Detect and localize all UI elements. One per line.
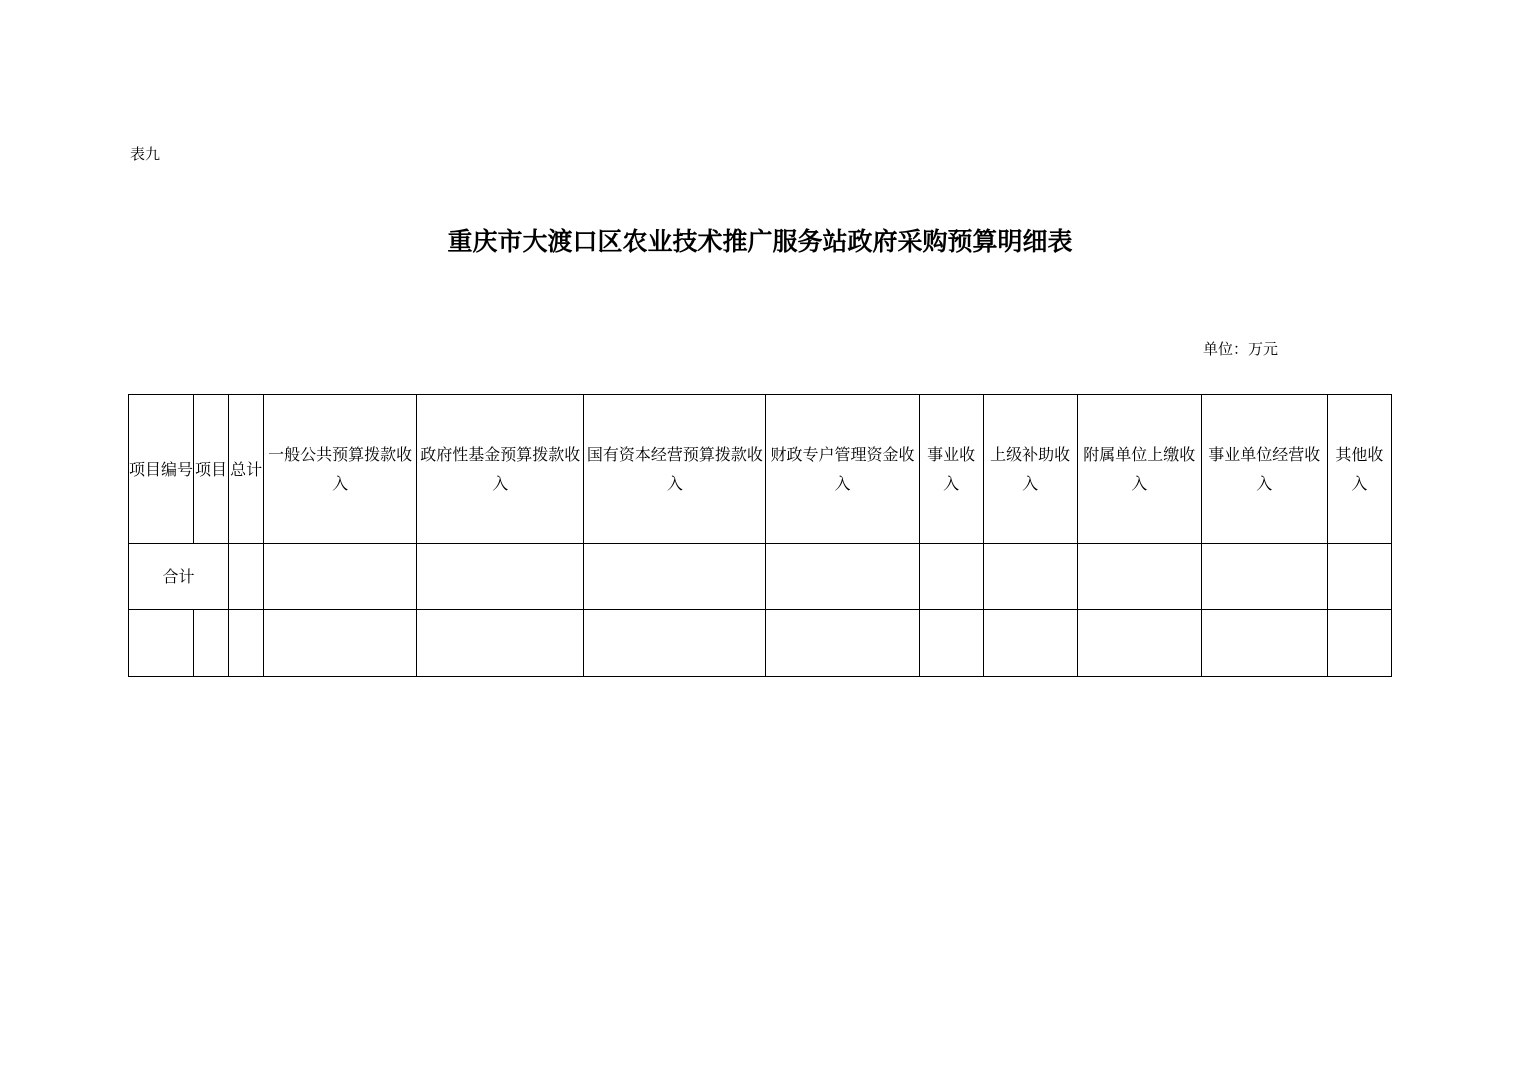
table-cell — [919, 610, 983, 677]
total-cell — [264, 544, 417, 610]
table-cell — [983, 610, 1077, 677]
header-row — [129, 395, 1392, 544]
header-fiscal-special-account: 财政专户管理资金收入 — [766, 395, 919, 544]
table-cell — [417, 610, 584, 677]
header-project: 项目 — [194, 395, 229, 544]
header-other-income: 其他收入 — [1327, 395, 1391, 544]
header-superior-subsidy: 上级补助收入 — [983, 395, 1077, 544]
total-row — [129, 544, 1392, 610]
header-general-budget: 一般公共预算拨款收入 — [264, 395, 417, 544]
total-cell — [584, 544, 766, 610]
total-cell — [1327, 544, 1391, 610]
header-operating-income: 事业单位经营收入 — [1201, 395, 1327, 544]
header-affiliated-remittance: 附属单位上缴收入 — [1077, 395, 1201, 544]
document-title: 重庆市大渡口区农业技术推广服务站政府采购预算明细表 — [447, 227, 1073, 256]
header-project-code: 项目编号 — [129, 395, 194, 544]
table-cell — [1077, 610, 1201, 677]
header-state-capital-budget: 国有资本经营预算拨款收入 — [584, 395, 766, 544]
total-cell — [229, 544, 264, 610]
procurement-budget-table — [128, 394, 1392, 677]
header-gov-fund-budget: 政府性基金预算拨款收入 — [417, 395, 584, 544]
header-grand-total: 总计 — [229, 395, 264, 544]
table-cell — [229, 610, 264, 677]
total-cell — [983, 544, 1077, 610]
total-cell — [766, 544, 919, 610]
table-cell — [584, 610, 766, 677]
total-label: 合计 — [129, 544, 229, 610]
header-business-income: 事业收入 — [919, 395, 983, 544]
total-cell — [417, 544, 584, 610]
table-cell — [1327, 610, 1391, 677]
table-cell — [129, 610, 194, 677]
table-row — [129, 610, 1392, 677]
total-cell — [1077, 544, 1201, 610]
table-cell — [1201, 610, 1327, 677]
table-cell — [766, 610, 919, 677]
total-cell — [1201, 544, 1327, 610]
table-cell — [194, 610, 229, 677]
total-cell — [919, 544, 983, 610]
table-cell — [264, 610, 417, 677]
table-number-label: 表九 — [130, 145, 161, 163]
unit-label: 单位：万元 — [1203, 340, 1279, 358]
